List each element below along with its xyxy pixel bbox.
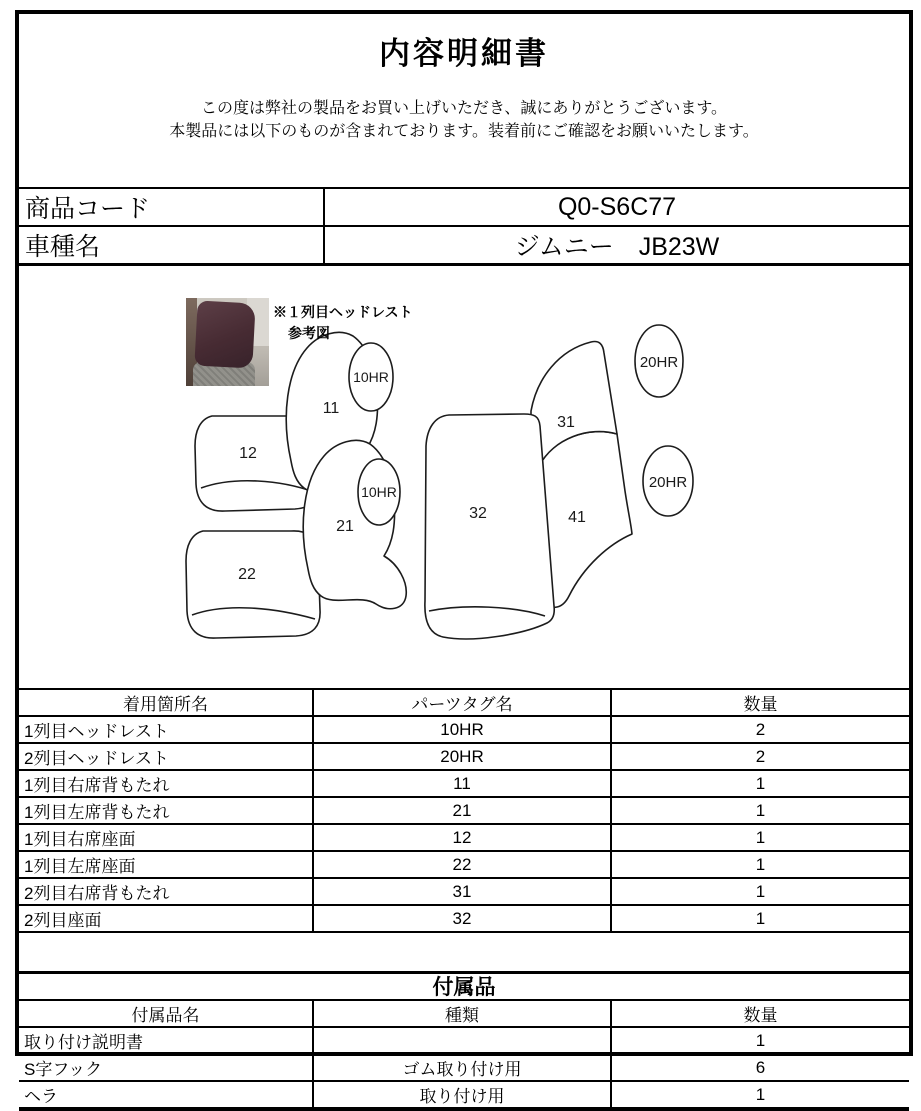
part-tag: 11 bbox=[313, 770, 611, 797]
spacer-row bbox=[19, 933, 909, 971]
part-tag: 21 bbox=[313, 797, 611, 824]
diagram-label-41: 41 bbox=[568, 509, 586, 526]
part-location: 2列目ヘッドレスト bbox=[19, 743, 313, 770]
part-qty: 1 bbox=[611, 905, 909, 932]
part-location: 1列目左席座面 bbox=[19, 851, 313, 878]
accessory-header-qty: 数量 bbox=[611, 1000, 909, 1027]
accessory-name: 取り付け説明書 bbox=[19, 1027, 313, 1054]
note-line-2: 参考図 bbox=[288, 325, 330, 341]
headrest-photo bbox=[186, 298, 269, 386]
table-row bbox=[19, 743, 909, 770]
diagram-label-21: 21 bbox=[336, 518, 354, 535]
table-row bbox=[19, 824, 909, 851]
seat-cover-diagram bbox=[19, 266, 909, 688]
diagram-label-20hr-lower: 20HR bbox=[648, 474, 688, 491]
vehicle-name-label: 車種名 bbox=[19, 226, 324, 265]
seat-diagram-cell bbox=[19, 266, 909, 688]
part-tag: 22 bbox=[313, 851, 611, 878]
part-location: 1列目左席背もたれ bbox=[19, 797, 313, 824]
title-block bbox=[19, 14, 909, 187]
diagram-label-20hr-upper: 20HR bbox=[639, 354, 679, 371]
accessories-table bbox=[19, 999, 909, 1111]
table-row bbox=[19, 716, 909, 743]
accessory-name: ヘラ bbox=[19, 1081, 313, 1109]
part-qty: 1 bbox=[611, 797, 909, 824]
accessory-name: S字フック bbox=[19, 1054, 313, 1081]
table-row bbox=[19, 851, 909, 878]
diagram-label-31: 31 bbox=[557, 414, 575, 431]
intro-line-1: この度は弊社の製品をお買い上げいただき、誠にありがとうございます。 bbox=[200, 100, 728, 117]
part-location: 1列目右席背もたれ bbox=[19, 770, 313, 797]
photo-headrest bbox=[194, 300, 255, 368]
parts-header-qty: 数量 bbox=[611, 689, 909, 716]
accessory-header-type: 種類 bbox=[313, 1000, 611, 1027]
table-header-row bbox=[19, 689, 909, 716]
parts-header-tag: パーツタグ名 bbox=[313, 689, 611, 716]
part-qty: 1 bbox=[611, 878, 909, 905]
part-qty: 1 bbox=[611, 851, 909, 878]
cushion-32-shape bbox=[425, 414, 554, 639]
cushion-22-shape bbox=[186, 531, 320, 638]
table-row bbox=[19, 226, 909, 265]
intro-line-2: 本製品には以下のものが含まれております。装着前にご確認をお願いいたします。 bbox=[169, 123, 759, 140]
part-location: 2列目右席背もたれ bbox=[19, 878, 313, 905]
accessory-qty: 1 bbox=[611, 1081, 909, 1109]
part-location: 1列目ヘッドレスト bbox=[19, 716, 313, 743]
table-row bbox=[19, 905, 909, 932]
part-tag: 32 bbox=[313, 905, 611, 932]
accessory-qty: 6 bbox=[611, 1054, 909, 1081]
accessory-type: ゴム取り付け用 bbox=[313, 1054, 611, 1081]
table-row bbox=[19, 1081, 909, 1109]
part-location: 1列目右席座面 bbox=[19, 824, 313, 851]
diagram-label-10hr-rear: 10HR bbox=[361, 484, 397, 500]
accessory-type bbox=[313, 1027, 611, 1054]
table-row bbox=[19, 1054, 909, 1081]
part-qty: 2 bbox=[611, 743, 909, 770]
table-row bbox=[19, 878, 909, 905]
part-tag: 12 bbox=[313, 824, 611, 851]
part-tag: 20HR bbox=[313, 743, 611, 770]
table-row bbox=[19, 797, 909, 824]
part-qty: 2 bbox=[611, 716, 909, 743]
part-location: 2列目座面 bbox=[19, 905, 313, 932]
product-info-table bbox=[19, 187, 909, 266]
part-tag: 10HR bbox=[313, 716, 611, 743]
part-qty: 1 bbox=[611, 770, 909, 797]
page-title: 内容明細書 bbox=[379, 36, 549, 71]
diagram-label-11: 11 bbox=[322, 400, 340, 417]
parts-table bbox=[19, 688, 909, 933]
accessory-qty: 1 bbox=[611, 1027, 909, 1054]
diagram-label-22: 22 bbox=[238, 566, 256, 583]
table-row bbox=[19, 770, 909, 797]
accessories-section-title: 付属品 bbox=[19, 971, 909, 999]
table-row bbox=[19, 188, 909, 226]
vehicle-name-value: ジムニー JB23W bbox=[324, 226, 909, 265]
part-qty: 1 bbox=[611, 824, 909, 851]
table-header-row bbox=[19, 1000, 909, 1027]
product-code-value: Q0-S6C77 bbox=[324, 188, 909, 226]
product-code-label: 商品コード bbox=[19, 188, 324, 226]
note-line-1: ※１列目ヘッドレスト bbox=[273, 304, 413, 320]
parts-header-location: 着用箇所名 bbox=[19, 689, 313, 716]
table-row bbox=[19, 1027, 909, 1054]
diagram-label-32: 32 bbox=[469, 505, 487, 522]
outer-border bbox=[15, 10, 913, 1106]
accessory-header-name: 付属品名 bbox=[19, 1000, 313, 1027]
part-tag: 31 bbox=[313, 878, 611, 905]
diagram-label-10hr-front: 10HR bbox=[353, 369, 389, 385]
headrest-reference-note bbox=[273, 302, 413, 344]
accessory-type: 取り付け用 bbox=[313, 1081, 611, 1109]
diagram-label-12: 12 bbox=[239, 445, 257, 462]
